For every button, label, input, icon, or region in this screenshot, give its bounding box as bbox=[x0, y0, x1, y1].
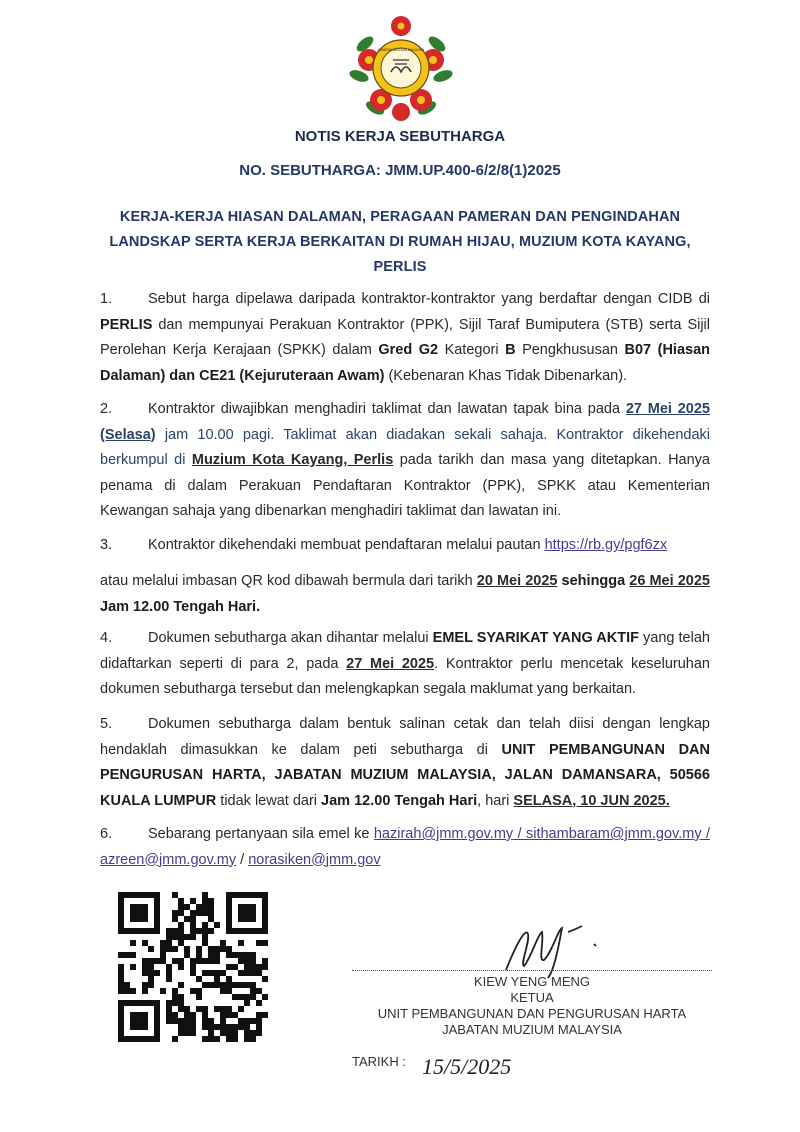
signatory-unit: UNIT PEMBANGUNAN DAN PENGURUSAN HARTA bbox=[377, 1006, 687, 1021]
paragraph-number: 2. bbox=[100, 401, 113, 417]
p5-text-1: Dokumen sebutharga dalam bentuk salinan cetak dan telah diisi dengan lengkap hendaklah dimasukkan ke dalam peti sebutharga di bbox=[100, 716, 710, 758]
subject-line-2: LANDSKAP SERTA KERJA BERKAITAN DI RUMAH HIJAU, MUZIUM KOTA KAYANG, bbox=[109, 234, 691, 250]
subject-line-1: KERJA-KERJA HIASAN DALAMAN, PERAGAAN PAMERAN DAN PENGINDAHAN bbox=[119, 209, 681, 225]
p5-text-2: tidak lewat dari bbox=[216, 792, 322, 809]
p3-end-date: 26 Mei 2025 bbox=[629, 573, 710, 589]
signature-line bbox=[352, 970, 712, 971]
email-link-sithambaram[interactable]: sithambaram@jmm.gov.my bbox=[525, 826, 702, 842]
date-label: TARIKH : bbox=[352, 1054, 406, 1069]
email-separator: / bbox=[513, 826, 526, 842]
handwritten-signature-icon bbox=[498, 920, 618, 980]
paragraph-number: 1. bbox=[100, 291, 113, 307]
tender-reference: NO. SEBUTHARGA: JMM.UP.400-6/2/8(1)2025 bbox=[239, 162, 561, 179]
p4-text-1: Dokumen sebutharga akan dihantar melalui bbox=[148, 630, 433, 646]
paragraph-5 bbox=[100, 712, 710, 814]
p1-bold-grade: Gred G2 bbox=[378, 342, 439, 358]
p4-send-date: 27 Mei 2025 bbox=[346, 655, 435, 672]
email-link-azreen[interactable]: azreen@jmm.gov.my bbox=[100, 851, 237, 868]
p2-text-1: Kontraktor diwajibkan menghadiri taklimat dan lawatan tapak bina pada bbox=[148, 401, 626, 417]
p4-text-3: . Kontraktor perlu mencetak keseluruhan dokumen sebutharga tersebut dan melengkapkan segala maklumat yang berkaitan. bbox=[100, 655, 710, 697]
paragraph-number: 4. bbox=[100, 630, 113, 646]
p1-text-3: Kategori bbox=[438, 342, 506, 358]
p3-until: sehingga bbox=[557, 573, 630, 589]
p3-text-2: atau melalui imbasan QR kod dibawah bermula dari tarikh bbox=[100, 573, 477, 589]
p1-text-5: (Kebenaran Khas Tidak Dibenarkan). bbox=[384, 367, 628, 384]
registration-link[interactable]: https://rb.gy/pgf6zx bbox=[544, 537, 668, 553]
p1-text-4: Pengkhususan bbox=[515, 342, 625, 358]
handwritten-date-text: 15/5/2025 bbox=[422, 1054, 512, 1079]
p3-deadline-time: Jam 12.00 Tengah Hari. bbox=[100, 598, 261, 615]
p2-text-2: jam 10.00 pagi. Taklimat akan diadakan sekali sahaja. Kontraktor dikehendaki berkumpul di bbox=[100, 426, 710, 468]
p2-text-3: pada tarikh dan masa yang ditetapkan. Hanya penama di dalam Perakuan Pendaftaran Kontraktor (PPK), SPKK atau Kementerian Kewangan sahaja yang dibenarkan menghadiri taklimat dan lawatan ini. bbox=[100, 452, 710, 519]
paragraph-3-continued bbox=[100, 569, 710, 620]
paragraph-4 bbox=[100, 626, 710, 703]
paragraph-number: 3. bbox=[100, 537, 113, 553]
p5-bold-time: Jam 12.00 Tengah Hari bbox=[321, 792, 478, 809]
p1-text-1: Sebut harga dipelawa daripada kontraktor-kontraktor yang berdaftar dengan CIDB di bbox=[148, 291, 710, 307]
handwritten-date bbox=[418, 1046, 538, 1086]
paragraph-2 bbox=[100, 397, 710, 525]
signatory-name: KIEW YENG MENG bbox=[473, 974, 591, 989]
notice-title: NOTIS KERJA SEBUTHARGA bbox=[294, 128, 506, 145]
signature-block bbox=[352, 974, 712, 1038]
paragraph-1 bbox=[100, 287, 710, 389]
paragraph-6 bbox=[100, 822, 710, 873]
registration-qr-code[interactable] bbox=[118, 892, 268, 1042]
p6-text-1: Sebarang pertanyaan sila emel ke bbox=[148, 826, 374, 842]
p5-bold-address: UNIT PEMBANGUNAN DAN PENGURUSAN HARTA, JABATAN MUZIUM MALAYSIA, JALAN DAMANSARA, 50566 KUALA LUMPUR bbox=[100, 741, 710, 809]
paragraph-3 bbox=[100, 533, 710, 559]
p5-closing-date: SELASA, 10 JUN 2025. bbox=[513, 792, 670, 809]
p4-bold-email: EMEL SYARIKAT YANG AKTIF bbox=[432, 630, 639, 646]
signatory-position: KETUA bbox=[510, 990, 554, 1005]
email-separator: / bbox=[701, 826, 710, 842]
p1-bold-category: B bbox=[505, 342, 516, 358]
p1-bold-specialization: B07 (Hiasan Dalaman) dan CE21 (Kejuruteraan Awam) bbox=[100, 342, 710, 384]
p1-text-2: dan mempunyai Perakuan Kontraktor (PPK), Sijil Taraf Bumiputera (STB) serta Sijil Perolehan Kerja Kerajaan (SPKK) dalam bbox=[100, 316, 710, 358]
p2-venue: Muzium Kota Kayang, Perlis bbox=[191, 452, 394, 468]
email-link-norasiken[interactable]: norasiken@jmm.gov bbox=[248, 851, 381, 868]
p1-bold-perlis: PERLIS bbox=[100, 316, 153, 333]
signatory-department: JABATAN MUZIUM MALAYSIA bbox=[442, 1022, 622, 1037]
p2-briefing-date: 27 Mei 2025 (Selasa) bbox=[100, 401, 710, 443]
logo-ring-text: JABATAN MUZIUM MALAYSIA bbox=[377, 48, 425, 52]
p3-start-date: 20 Mei 2025 bbox=[476, 573, 558, 589]
email-separator: / bbox=[236, 851, 249, 868]
subject-line-3: PERLIS bbox=[373, 259, 427, 275]
tender-subject bbox=[80, 205, 720, 280]
p3-text-1: Kontraktor dikehendaki membuat pendaftaran melalui pautan bbox=[148, 537, 545, 553]
jmm-logo-icon bbox=[345, 14, 457, 122]
paragraph-number: 6. bbox=[100, 826, 113, 842]
paragraph-number: 5. bbox=[100, 716, 113, 732]
p5-text-3: , hari bbox=[477, 792, 514, 809]
email-link-hazirah[interactable]: hazirah@jmm.gov.my bbox=[373, 826, 514, 842]
p4-text-2: yang telah didaftarkan seperti di para 2, pada bbox=[100, 630, 710, 672]
